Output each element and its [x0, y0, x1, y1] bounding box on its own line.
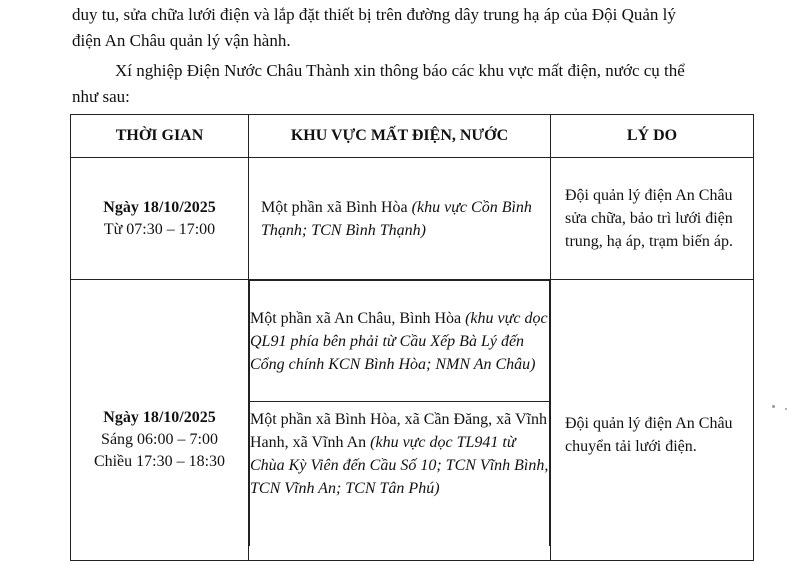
- row2-reason: Đội quản lý điện An Châu chuyển tải lưới điện.: [551, 280, 754, 561]
- row2-time-afternoon: Chiều 17:30 – 18:30: [93, 453, 226, 470]
- intro-line-3: Xí nghiệp Điện Nước Châu Thành xin thông báo các khu vực mất điện, nước cụ thể: [115, 61, 685, 80]
- row1-date: Ngày 18/10/2025: [103, 198, 216, 216]
- row1-time-cell: [71, 158, 249, 280]
- row2-area2-text: Một phần xã Bình Hòa, xã Cần Đăng, xã Vĩnh Hanh, xã Vĩnh An: [250, 411, 547, 451]
- scan-speck: [772, 405, 775, 408]
- scan-speck: [785, 408, 787, 410]
- intro-line-1: duy tu, sửa chữa lưới điện và lắp đặt thiết bị trên đường dây trung hạ áp của Đội Quản lý: [72, 5, 676, 24]
- header-time: THỜI GIAN: [71, 115, 249, 158]
- header-area: KHU VỰC MẤT ĐIỆN, NƯỚC: [249, 115, 551, 158]
- row2-area-2: [250, 402, 550, 547]
- row2-time-morning: Sáng 06:00 – 7:00: [101, 431, 218, 448]
- row1-area-detail: (khu vực Cồn Bình Thạnh; TCN Bình Thạnh): [261, 198, 532, 239]
- header-reason: LÝ DO: [551, 115, 754, 158]
- row2-time-cell: [71, 280, 249, 561]
- table-row: [71, 158, 754, 280]
- row2-area1-detail: (khu vực dọc QL91 phía bên phải từ Cầu Xếp Bà Lý đến Cổng chính KCN Bình Hòa; NMN An Châu): [250, 309, 548, 373]
- row1-reason: Đội quản lý điện An Châu sửa chữa, bảo trì lưới điện trung, hạ áp, trạm biến áp.: [551, 158, 754, 280]
- table-row: [71, 280, 754, 561]
- row1-area-cell: [249, 158, 551, 280]
- row2-area2-detail: (khu vực dọc TL941 từ Chùa Kỳ Viên đến Cầu Số 10; TCN Vĩnh Bình, TCN Vĩnh An; TCN Tân Phú): [250, 434, 549, 497]
- row2-area-1: [250, 281, 550, 402]
- row1-area-text: Một phần xã Bình Hòa: [261, 198, 412, 216]
- row2-date: Ngày 18/10/2025: [103, 409, 216, 426]
- outage-table: [70, 114, 754, 561]
- row2-area-cell: [249, 280, 551, 561]
- table-header-row: [71, 115, 754, 158]
- row2-area1-text: Một phần xã An Châu, Bình Hòa: [250, 309, 466, 327]
- intro-line-2: điện An Châu quản lý vận hành.: [72, 31, 291, 50]
- row1-time: Từ 07:30 – 17:00: [103, 220, 216, 238]
- intro-line-4: như sau:: [72, 87, 130, 106]
- row2-area-subtable: [249, 280, 550, 546]
